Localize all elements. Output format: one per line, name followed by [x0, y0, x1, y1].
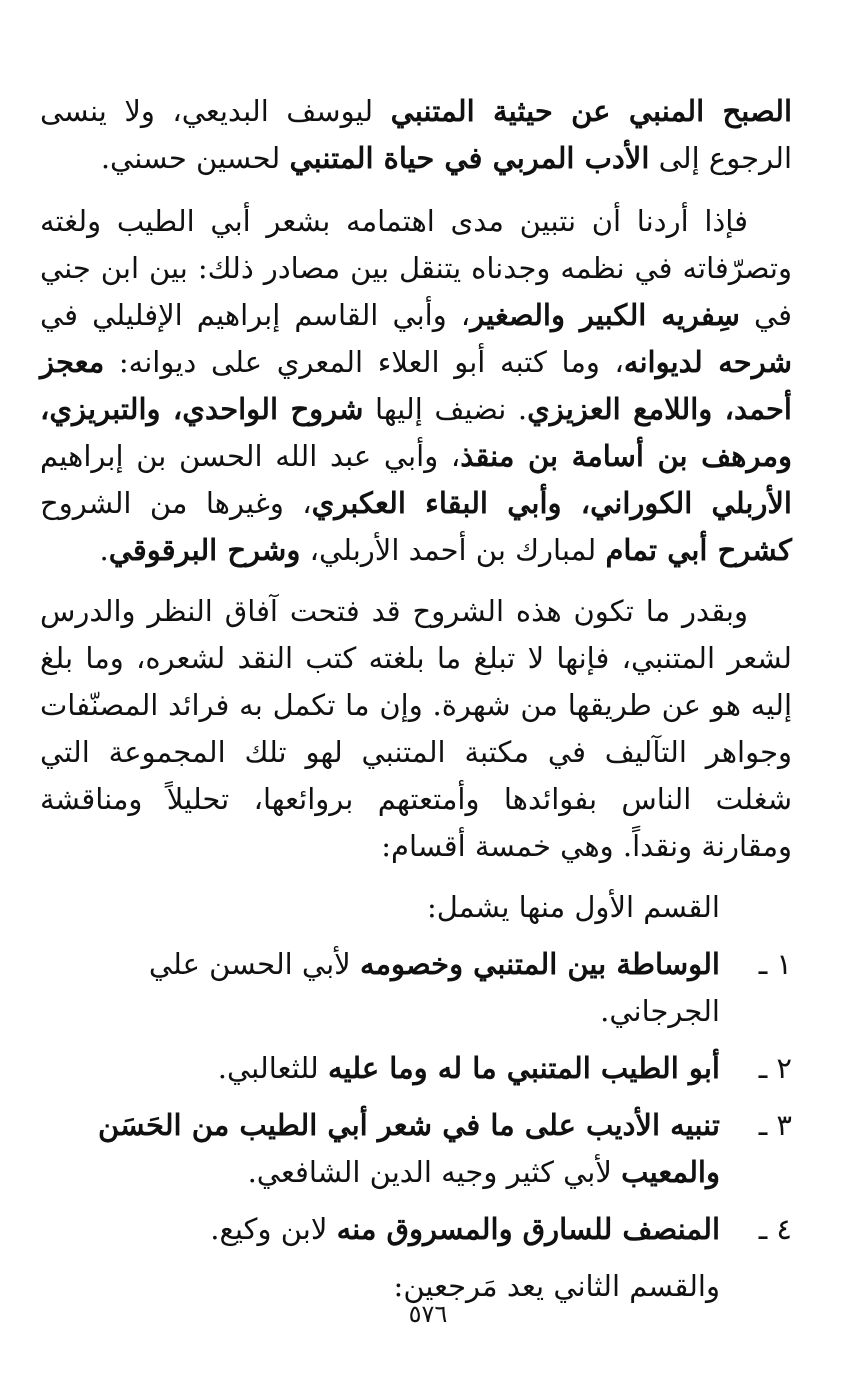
text-run: ، وأبي القاسم إبراهيم الإفليلي في	[40, 298, 471, 332]
list-item	[40, 1045, 792, 1092]
book-title: الوساطة بين المتنبي وخصومه	[359, 947, 720, 981]
book-title: تنبيه الأديب على ما في شعر أبي الطيب من الحَسَن والمعيب	[98, 1108, 720, 1189]
text-run: لحسين حسني.	[100, 141, 290, 175]
book-author: لابن وكيع.	[210, 1212, 337, 1246]
book-list	[40, 941, 792, 1253]
book-title: المنصف للسارق والمسروق منه	[336, 1212, 720, 1246]
page-body	[40, 88, 792, 1320]
text-run: ، وأبي عبد الله الحسن بن إبراهيم	[40, 439, 461, 473]
list-item	[40, 941, 792, 1035]
text-run: فإذا أردنا أن نتبين مدى اهتمامه بشعر أبي الطيب ولغته وتصرّفاته في نظمه وجدناه يتنقل بين مصادر ذلك: بين ابن جني في	[40, 204, 792, 332]
item-number: ٤ ـ	[758, 1212, 792, 1246]
item-number: ٣ ـ	[758, 1108, 792, 1142]
item-number: ١ ـ	[758, 947, 792, 981]
book-author: لأبي كثير وجيه الدين الشافعي.	[247, 1155, 622, 1189]
book-title: الصبح المنبي عن حيثية المتنبي	[390, 94, 792, 128]
criticism-paragraph: وبقدر ما تكون هذه الشروح قد فتحت آفاق النظر والدرس لشعر المتنبي، فإنها لا تبلغ ما بلغته كتب النقد لشعره، وما بلغ إليه هو عن طريقها من شهرة. وإن ما تكمل به فرائد المصنّفات وجواهر التآليف في مكتبة المتنبي لهو تلك المجموعة التي شغلت الناس بفوائدها وأمتعتهم بروائعها، تحليلاً ومناقشة ومقارنة ونقداً. وهي خمسة أقسام:	[40, 594, 792, 863]
text-run: .	[99, 533, 109, 567]
book-title: الأربلي الكوراني، وأبي البقاء العكبري	[311, 486, 792, 520]
book-title: شروح الواحدي، والتبريزي، ومرهف بن أسامة بن منقذ	[40, 392, 793, 473]
text-run: ليوسف البديعي، ولا ينسى الرجوع إلى	[40, 94, 792, 175]
section-2-heading: والقسم الثاني يعد مَرجعين:	[393, 1269, 720, 1303]
book-title: وشرح البرقوقي	[108, 533, 301, 567]
list-item	[40, 1102, 792, 1196]
book-title: أبو الطيب المتنبي ما له وما عليه	[327, 1051, 720, 1085]
book-title: الأدب المربي في حياة المتنبي	[289, 141, 650, 175]
book-author: للثعالبي.	[217, 1051, 328, 1085]
commentaries-paragraph	[40, 198, 792, 574]
text-run: لمبارك بن أحمد الأربلي،	[300, 533, 606, 567]
text-run: . نضيف إليها	[363, 392, 528, 426]
book-title: معجز أحمد، واللامع العزيزي	[40, 345, 792, 426]
book-title: شرحه لديوانه	[623, 345, 792, 379]
book-author: لأبي الحسن علي الجرجاني.	[148, 947, 720, 1028]
text-run: ، وغيرها من الشروح	[40, 486, 312, 520]
page-number: ٥٧٦	[408, 1300, 448, 1328]
book-title: كشرح أبي تمام	[605, 533, 792, 567]
intro-paragraph	[40, 88, 792, 182]
book-title: سِفريه الكبير والصغير	[470, 298, 740, 332]
section-1-heading: القسم الأول منها يشمل:	[427, 890, 720, 924]
item-number: ٢ ـ	[758, 1051, 792, 1085]
list-item	[40, 1206, 792, 1253]
text-run: ، وما كتبه أبو العلاء المعري على ديوانه:	[104, 345, 624, 379]
